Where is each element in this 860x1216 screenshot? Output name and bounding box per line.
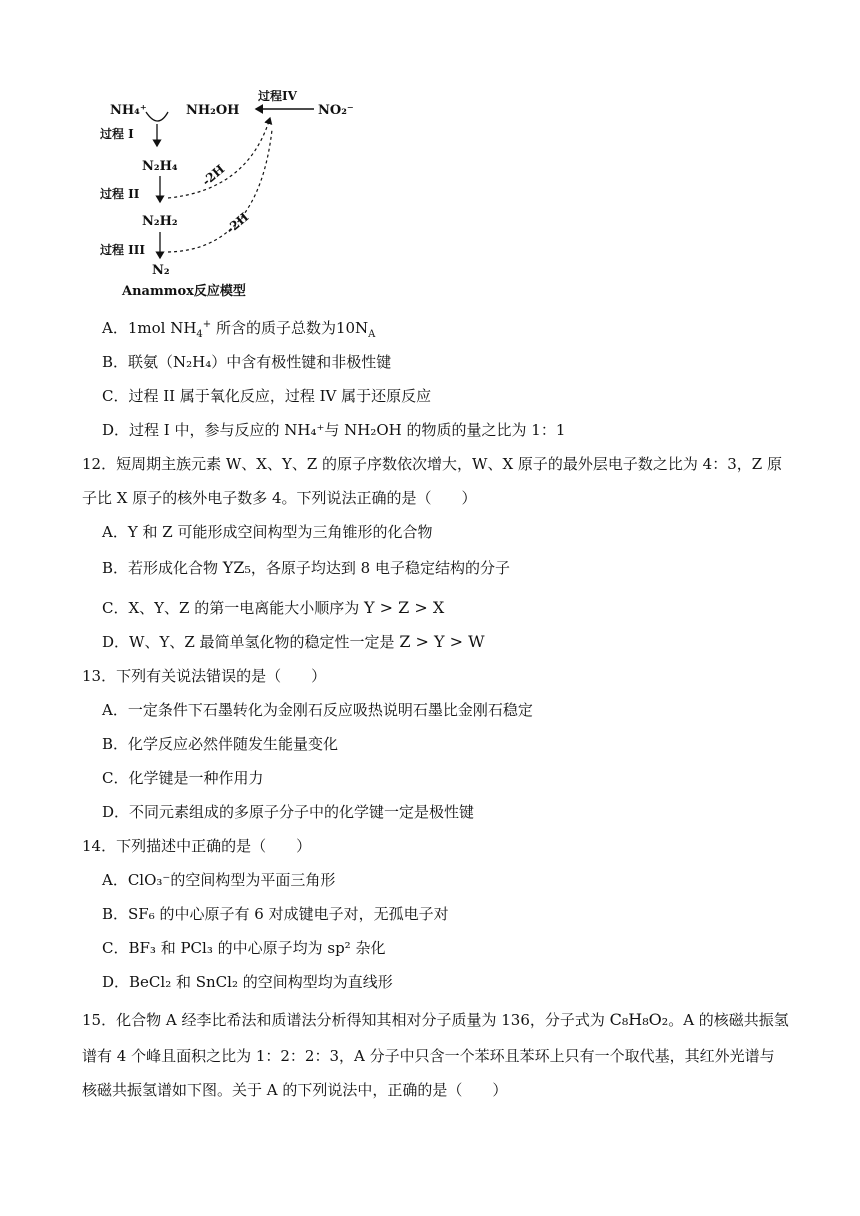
q14-option-a: A．ClO₃⁻的空间构型为平面三角形 (102, 871, 336, 889)
q13-stem: 13．下列有关说法错误的是（ ） (82, 667, 327, 685)
q14-option-d: D．BeCl₂ 和 SnCl₂ 的空间构型均为直线形 (102, 973, 393, 991)
q13-option-b: B．化学反应必然伴随发生能量变化 (102, 735, 339, 753)
n2h2-label: N₂H₂ (142, 214, 178, 229)
q12-stem-line2: 子比 X 原子的核外电子数多 4。下列说法正确的是（ ） (82, 489, 477, 507)
q14-option-b: B．SF₆ 的中心原子有 6 对成键电子对，无孤电子对 (102, 905, 449, 923)
q13-option-a: A．一定条件下石墨转化为金刚石反应吸热说明石墨比金刚石稳定 (102, 701, 533, 719)
q12-option-c: C．X、Y、Z 的第一电离能大小顺序为 Y > Z > X (102, 598, 445, 617)
process-3-label: 过程 III (100, 243, 146, 257)
diagram-caption: Anammox反应模型 (122, 284, 246, 299)
q13-option-d: D．不同元素组成的多原子分子中的化学键一定是极性键 (102, 803, 475, 821)
q13-option-c: C．化学键是一种作用力 (102, 769, 264, 787)
formula-c8h8o2: C₈H₈O₂ (609, 1010, 669, 1029)
process-1-label: 过程 I (100, 127, 134, 141)
q15-stem-line2: 谱有 4 个峰且面积之比为 1：2：2：3，A 分子中只含一个苯环且苯环上只有一个取代基，其红外光谱与 (82, 1047, 775, 1065)
q11-option-b: B．联氨（N₂H₄）中含有极性键和非极性键 (102, 353, 392, 371)
n2h4-label: N₂H₄ (142, 159, 178, 174)
q11-option-c: C．过程 II 属于氧化反应，过程 IV 属于还原反应 (102, 387, 432, 405)
nh4-label: NH₄⁺ (110, 103, 147, 118)
q12-option-b: B．若形成化合物 YZ₅，各原子均达到 8 电子稳定结构的分子 (102, 558, 510, 577)
no2-label: NO₂⁻ (318, 103, 354, 118)
q14-stem: 14．下列描述中正确的是（ ） (82, 837, 312, 855)
formula-yz5: YZ₅ (222, 558, 251, 577)
q15-stem-line3: 核磁共振氢谱如下图。关于 A 的下列说法中，正确的是（ ） (82, 1081, 508, 1099)
q11-option-d: D．过程 I 中，参与反应的 NH₄⁺与 NH₂OH 的物质的量之比为 1：1 (102, 421, 566, 439)
q11-option-a: A．1mol $NH_4^+$ 所含的质子总数为$10N_A$ (102, 319, 376, 340)
q12-option-a: A．Y 和 Z 可能形成空间构型为三角锥形的化合物 (102, 523, 433, 541)
dashed-arrow-lower (168, 130, 272, 252)
q14-option-c: C．BF₃ 和 PCl₃ 的中心原子均为 sp² 杂化 (102, 939, 386, 957)
process-2-label: 过程 II (100, 187, 140, 201)
q12-stem-line1: 12．短周期主族元素 W、X、Y、Z 的原子序数依次增大，W、X 原子的最外层电子数之比为 4：3，Z 原 (82, 455, 782, 473)
q12-option-d: D．W、Y、Z 最简单氢化物的稳定性一定是 Z > Y > W (102, 632, 485, 651)
q15-stem-line1: 15．化合物 A 经李比希法和质谱法分析得知其相对分子质量为 136，分子式为 C₈H₈O₂。A 的核磁共振氢 (82, 1010, 789, 1029)
n2-label: N₂ (152, 263, 170, 278)
arrow-process-1 (146, 112, 168, 121)
dashed-arrow-upper (168, 118, 270, 198)
anammox-reaction-diagram (98, 90, 368, 302)
minus-2h-label-a: -2H (199, 161, 228, 189)
minus-2h-label-b: -2H (223, 209, 252, 237)
process-4-label: 过程IV (258, 90, 297, 103)
nh2oh-label: NH₂OH (186, 103, 240, 118)
